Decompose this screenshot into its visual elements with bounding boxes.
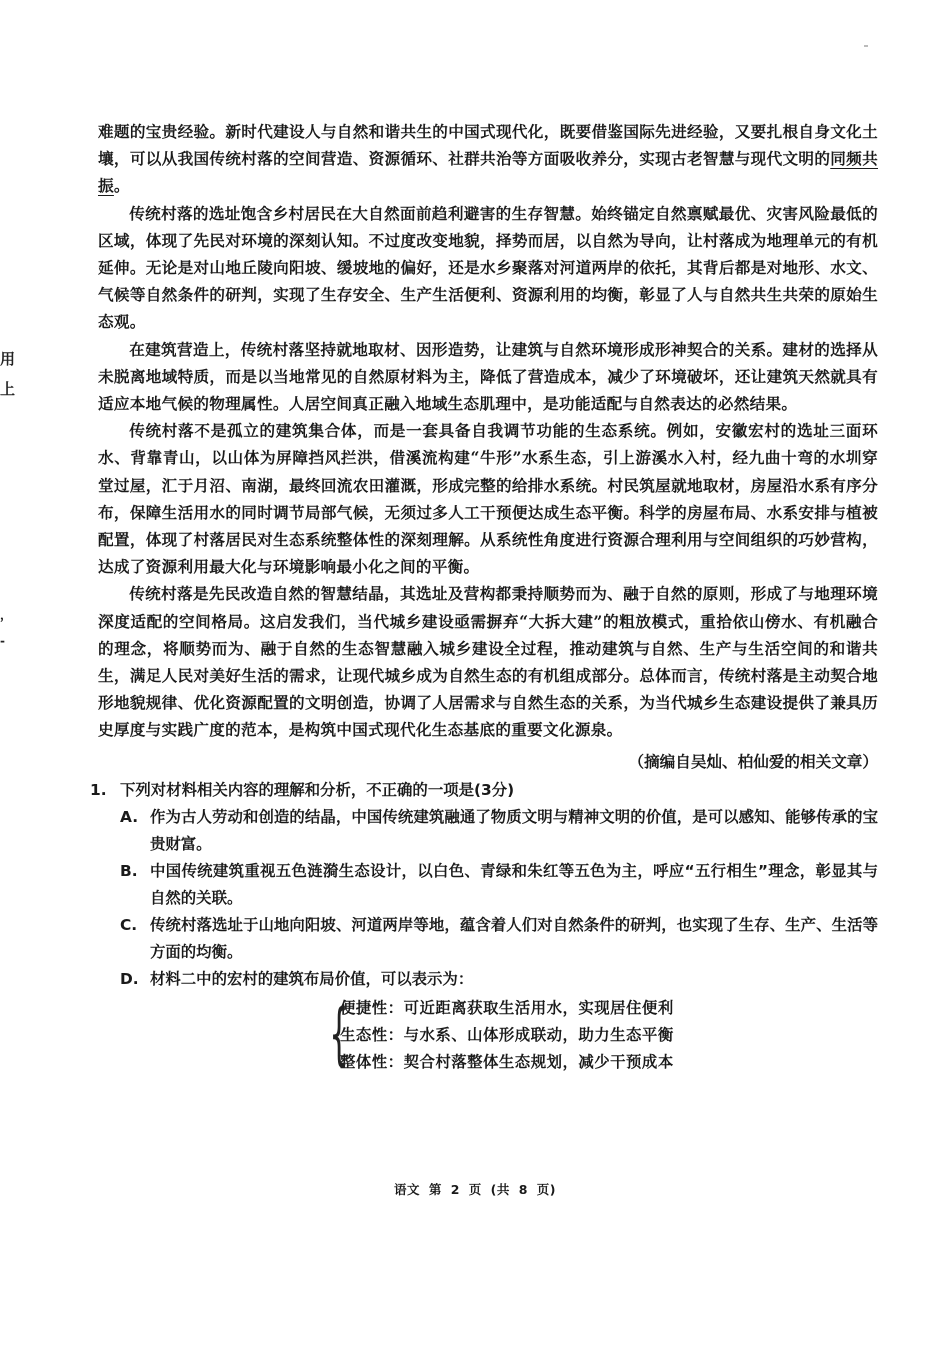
option-text: 材料二中的宏村的建筑布局价值，可以表示为： [150,969,474,988]
option-letter: B. [120,861,138,880]
option-d[interactable] [98,966,878,993]
question-text: 下列对材料相关内容的理解和分析，不正确的一项是(3分) [120,780,515,799]
passage-paragraph [98,118,878,200]
passage-paragraph: 传统村落的选址饱含乡村居民在大自然面前趋利避害的生存智慧。始终锚定自然禀赋最优、灾害风险最低的区域，体现了先民对环境的深刻认知。不过度改变地貌，择势而居，以自然为导向，让村落成为地理单元的有机延伸。无论是对山地丘陵向阳坡、缓坡地的偏好，还是水乡聚落对河道两岸的依托，其背后都是对地形、水文、气候等自然条件的研判，实现了生存安全、生产生活便利、资源利用的均衡，彰显了人与自然共生共荣的原始生态观。 [98,203,878,332]
option-b[interactable] [98,858,878,912]
reading-passage [98,118,878,744]
margin-char: - [0,634,5,648]
brace-items [340,995,674,1076]
paragraph-text: 难题的宝贵经验。新时代建设人与自然和谐共生的中国式现代化，既要借鉴国际先进经验，又要扎根自身文化土壤，可以从我国传统村落的空间营造、资源循环、社群共治等方面吸收养分，实现古老智慧与现代文明的 [98,122,878,169]
question-1 [90,777,878,1076]
underlined-phrase: 同频共振 [98,149,878,196]
option-letter: D. [120,969,139,988]
question-stem [90,777,878,804]
option-text: 中国传统建筑重视五色涟漪生态设计，以白色、青绿和朱红等五色为主，呼应“五行相生”理念，彰显其与自然的关联。 [150,861,878,907]
margin-char: 上 [0,380,16,398]
margin-char: ， [0,608,13,622]
passage-paragraph: 在建筑营造上，传统村落坚持就地取材、因形造势，让建筑与自然环境形成形神契合的关系。建材的选择从未脱离地域特质，而是以当地常见的自然原材料为主，降低了营造成本，减少了环境破坏，还让建筑天然就具有适应本地气候的物理属性。人居空间真正融入地域生态肌理中，是功能适配与自然表达的必然结果。 [98,339,878,414]
option-text: 作为古人劳动和创造的结晶，中国传统建筑融通了物质文明与精神文明的价值，是可以感知、能够传承的宝贵财富。 [150,807,878,853]
option-letter: A. [120,807,139,826]
brace-item: 整体性：契合村落整体生态规划，减少干预成本 [340,1052,674,1071]
scan-artifact [864,45,868,47]
brace-item: 生态性：与水系、山体形成联动，助力生态平衡 [340,1025,674,1044]
curly-brace-icon: { [329,994,349,1074]
passage-source: （摘编自吴灿、柏仙爱的相关文章） [628,751,878,771]
brace-diagram [326,995,878,1076]
passage-paragraph: 传统村落是先民改造自然的智慧结晶，其选址及营构都秉持顺势而为、融于自然的原则，形成了与地理环境深度适配的空间格局。这启发我们，当代城乡建设亟需摒弃“大拆大建”的粗放模式，重拾依山傍水、有机融合的理念，将顺势而为、融于自然的生态智慧融入城乡建设全过程，推动建筑与自然、生产与生活空间的和谐共生，满足人民对美好生活的需求，让现代城乡成为自然生态的有机组成部分。总体而言，传统村落是主动契合地形地貌规律、优化资源配置的文明创造，协调了人居需求与自然生态的关系，为当代城乡生态建设提供了兼具历史厚度与实践广度的范本，是构筑中国式现代化生态基底的重要文化源泉。 [98,584,878,740]
question-number: 1. [90,780,107,799]
option-letter: C. [120,915,138,934]
exam-page [90,118,878,1076]
option-a[interactable] [98,804,878,858]
margin-char: 用 [0,350,16,368]
option-text: 传统村落选址于山地向阳坡、河道两岸等地，蕴含着人们对自然条件的研判，也实现了生存、生产、生活等方面的均衡。 [150,915,878,961]
brace-item: 便捷性：可近距离获取生活用水，实现居住便利 [340,998,674,1017]
passage-paragraph: 传统村落不是孤立的建筑集合体，而是一套具备自我调节功能的生态系统。例如，安徽宏村的选址三面环水、背靠青山，以山体为屏障挡风拦洪，借溪流构建“牛形”水系生态，引上游溪水入村，经九曲十弯的水圳穿堂过屋，汇于月沼、南湖，最终回流农田灌溉，形成完整的给排水系统。村民筑屋就地取材，房屋沿水系有序分布，保障生活用水的同时调节局部气候，无须过多人工干预便达成生态平衡。科学的房屋布局、水系安排与植被配置，体现了村落居民对生态系统整体性的深刻理解。从系统性角度进行资源合理利用与空间组织的巧妙营构，达成了资源利用最大化与环境影响最小化之间的平衡。 [98,421,878,577]
page-footer: 语文 第 2 页 (共 8 页) [394,1182,556,1197]
paragraph-text: 。 [113,176,130,196]
option-c[interactable] [98,912,878,966]
